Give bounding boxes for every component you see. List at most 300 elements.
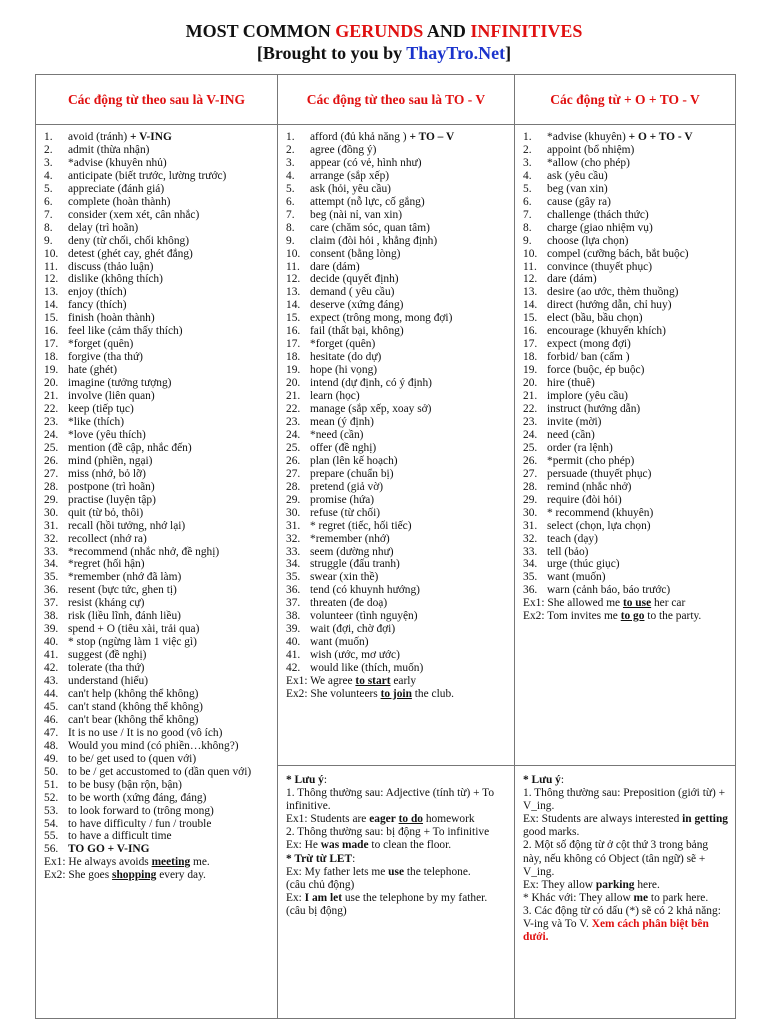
list-item: [44, 390, 273, 403]
page-title: [0, 20, 768, 64]
list-item: [44, 714, 273, 727]
item-number: 3.: [44, 156, 53, 169]
item-text: risk (liều lĩnh, đánh liều): [68, 610, 181, 623]
item-number: 13.: [523, 286, 538, 299]
item-text: can't bear (không thể không): [68, 713, 199, 726]
note-colon: :: [560, 774, 565, 786]
title-infinitives: INFINITIVES: [470, 21, 583, 41]
item-text: beg (van xin): [547, 182, 608, 195]
ex-keyword: to go: [620, 610, 645, 623]
item-number: 15.: [286, 312, 301, 325]
item-number: 20.: [286, 377, 301, 390]
list-item: [286, 157, 510, 170]
body-row: [36, 125, 736, 766]
list-item: [44, 533, 273, 546]
item-number: 21.: [523, 390, 538, 403]
note-red-link: Xem cách phân biệt bên dưới.: [523, 918, 709, 944]
ex-keyword: to start: [355, 675, 391, 688]
note-line: [523, 813, 729, 839]
list-item: [44, 623, 273, 636]
list-item: [523, 170, 731, 183]
list-item: [286, 351, 510, 364]
title-prefix: MOST COMMON: [185, 21, 336, 41]
item-number: 24.: [523, 428, 538, 441]
list-item: [286, 312, 510, 325]
list-item: [286, 183, 510, 196]
item-text: need (cần): [547, 428, 595, 441]
list-item: [286, 455, 510, 468]
note-text: to clean the floor.: [368, 839, 452, 852]
list-item: [44, 248, 273, 261]
item-number: 34.: [286, 558, 301, 571]
list-item: [44, 662, 273, 675]
item-number: 10.: [44, 247, 59, 260]
list-item: [44, 273, 273, 286]
item-text: afford (đủ khả năng ) + TO – V: [310, 131, 455, 143]
item-number: 11.: [44, 260, 58, 273]
item-text: resist (kháng cự): [68, 597, 145, 610]
list-item: [44, 235, 273, 248]
note-line: 2. Thông thường sau: bị động + To infinitive: [286, 826, 490, 839]
note-line: [523, 879, 729, 892]
list-item: [44, 597, 273, 610]
col1-header: Các động từ theo sau là V-ING: [36, 75, 278, 125]
ex-text: me.: [190, 856, 210, 869]
item-text: volunteer (tình nguyện): [310, 610, 418, 623]
note-bold: * Trừ từ: [286, 852, 330, 865]
ex-text: Ex2: She volunteers: [286, 687, 381, 700]
item-text: arrange (sắp xếp): [310, 169, 390, 182]
item-number: 42.: [286, 662, 301, 675]
list-item: [286, 662, 510, 675]
note-line: [286, 892, 508, 918]
item-text: pretend (giả vờ): [310, 480, 384, 493]
item-number: 19.: [286, 364, 301, 377]
note-bold: in getting: [682, 813, 728, 826]
item-text: discuss (thảo luận): [68, 260, 154, 273]
item-text: attempt (nỗ lực, cố gắng): [310, 195, 425, 208]
col2-cell: [278, 125, 515, 766]
item-number: 30.: [523, 506, 538, 519]
list-item: [286, 649, 510, 662]
list-item: [44, 312, 273, 325]
item-number: 5.: [286, 182, 295, 195]
item-text: charge (giao nhiệm vụ): [547, 221, 653, 234]
list-item: [44, 688, 273, 701]
item-number: 37.: [286, 597, 301, 610]
col3-example-1: [515, 597, 735, 610]
item-number: 16.: [44, 325, 59, 338]
item-text: order (ra lệnh): [547, 441, 613, 454]
item-text: remind (nhắc nhở): [547, 480, 632, 493]
note-bold: me: [633, 891, 649, 904]
note-text: homework: [423, 813, 475, 826]
item-text: understand (hiểu): [68, 675, 149, 688]
item-text: select (chọn, lựa chọn): [547, 519, 651, 532]
item-number: 36.: [523, 584, 538, 597]
item-text: expect (mong đợi): [547, 338, 631, 351]
list-item: [286, 144, 510, 157]
item-number: 18.: [44, 351, 59, 364]
item-text: TO GO + V-ING: [68, 843, 150, 856]
list-item: [523, 494, 731, 507]
col3-notes: [515, 766, 736, 1019]
list-item: [523, 377, 731, 390]
item-text: cause (gây ra): [547, 195, 611, 208]
list-item: [44, 455, 273, 468]
list-item: [523, 416, 731, 429]
item-number: 10.: [523, 247, 538, 260]
item-number: 34.: [523, 558, 538, 571]
item-number: 13.: [286, 286, 301, 299]
list-item: [523, 131, 731, 144]
list-item: [523, 390, 731, 403]
item-number: 26.: [286, 454, 301, 467]
item-number: 55.: [44, 830, 59, 843]
note-text: to park here.: [648, 891, 709, 904]
list-item: [523, 157, 731, 170]
list-item: [44, 299, 273, 312]
list-item: [44, 403, 273, 416]
list-item: [44, 429, 273, 442]
item-number: 29.: [44, 493, 59, 506]
item-number: 14.: [523, 299, 538, 312]
item-text: suggest (đề nghị): [68, 649, 147, 662]
item-text: appreciate (đánh giá): [68, 182, 165, 195]
list-item: [44, 325, 273, 338]
list-item: [44, 377, 273, 390]
item-number: 40.: [286, 636, 301, 649]
list-item: [286, 131, 510, 144]
list-item: [44, 196, 273, 209]
title-credit-suffix: ]: [505, 43, 512, 63]
item-text: invite (mời): [547, 415, 602, 428]
ex-keyword: to use: [622, 597, 652, 610]
col1-example-2: [36, 869, 277, 882]
item-number: 22.: [44, 403, 59, 416]
item-text: want (muốn): [547, 571, 606, 584]
list-item: [523, 273, 731, 286]
list-item: [523, 533, 731, 546]
item-number: 25.: [286, 441, 301, 454]
item-text: keep (tiếp tục): [68, 403, 134, 416]
list-item: [286, 623, 510, 636]
item-number: 39.: [44, 623, 59, 636]
item-text: imagine (tưởng tượng): [68, 377, 172, 390]
infinitive-verb-list: [278, 125, 514, 675]
item-text: miss (nhớ, bỏ lỡ): [68, 467, 146, 480]
item-text: practise (luyện tập): [68, 493, 156, 506]
list-item: [44, 610, 273, 623]
note-text: * Khác với: They allow: [523, 891, 634, 904]
item-number: 36.: [286, 584, 301, 597]
item-text: dare (dám): [310, 260, 360, 273]
list-item: [286, 442, 510, 455]
note-text: Ex: He: [286, 839, 321, 852]
list-item: [286, 235, 510, 248]
list-item: [523, 196, 731, 209]
list-item: [44, 494, 273, 507]
item-text: postpone (trì hoãn): [68, 480, 155, 493]
item-text: care (chăm sóc, quan tâm): [310, 221, 430, 234]
list-item: [286, 390, 510, 403]
ex-text: Ex1: He always avoids: [44, 856, 152, 869]
list-item: [523, 235, 731, 248]
item-text: implore (yêu cầu): [547, 390, 628, 403]
list-item: [286, 584, 510, 597]
item-text: agree (đồng ý): [310, 143, 377, 156]
item-text: forbid/ ban (cấm ): [547, 351, 630, 364]
col1-cell: [36, 125, 278, 1019]
item-number: 34.: [44, 558, 59, 571]
item-text: *need (cần): [310, 428, 364, 441]
item-text: consider (xem xét, cân nhắc): [68, 208, 200, 221]
note-text: Ex: My father lets me: [286, 865, 389, 878]
item-number: 23.: [44, 415, 59, 428]
item-number: 47.: [44, 726, 59, 739]
item-text: spend + O (tiêu xài, trải qua): [68, 623, 200, 636]
item-number: 18.: [523, 351, 538, 364]
note-line: 1. Thông thường sau: Adjective (tính từ) + To infinitive.: [286, 787, 495, 813]
item-text: instruct (hướng dẫn): [547, 403, 641, 416]
item-number: 20.: [523, 377, 538, 390]
item-text: * regret (tiếc, hối tiếc): [310, 519, 412, 532]
item-number: 43.: [44, 675, 59, 688]
item-number: 44.: [44, 687, 59, 700]
item-text: It is no use / It is no good (vô ích): [68, 726, 223, 739]
item-text: mention (đề cập, nhắc đến): [68, 441, 192, 454]
item-number: 15.: [523, 312, 538, 325]
list-item: [286, 636, 510, 649]
list-item: [523, 325, 731, 338]
item-text: *advise (khuyên nhủ): [68, 156, 167, 169]
item-text: ask (yêu cầu): [547, 169, 608, 182]
list-item: [286, 481, 510, 494]
item-text: *regret (hối hận): [68, 558, 145, 571]
list-item: [44, 792, 273, 805]
item-text: quit (từ bỏ, thôi): [68, 506, 144, 519]
item-number: 2.: [44, 143, 53, 156]
note-text: good marks.: [523, 826, 580, 839]
item-text: to have a difficult time: [68, 830, 172, 843]
item-number: 11.: [286, 260, 300, 273]
list-item: [523, 584, 731, 597]
item-text: struggle (đấu tranh): [310, 558, 400, 571]
item-number: 46.: [44, 713, 59, 726]
list-item: [44, 507, 273, 520]
item-number: 13.: [44, 286, 59, 299]
list-item: [44, 701, 273, 714]
list-item: [523, 183, 731, 196]
item-number: 36.: [44, 584, 59, 597]
item-text: *love (yêu thích): [68, 428, 146, 441]
item-text: to look forward to (trông mong): [68, 804, 214, 817]
list-item: [523, 222, 731, 235]
note-text: use the telephone by my father. (câu bị động): [286, 891, 488, 917]
item-text: dislike (không thích): [68, 273, 163, 286]
col3-cell: [515, 125, 736, 766]
item-text: *forget (quên): [68, 338, 134, 351]
item-number: 6.: [44, 195, 53, 208]
item-number: 11.: [523, 260, 537, 273]
item-number: 41.: [286, 649, 301, 662]
item-text: wait (đợi, chờ đợi): [310, 623, 396, 636]
item-text: force (buộc, ép buộc): [547, 364, 645, 377]
item-number: 32.: [286, 532, 301, 545]
item-number: 12.: [286, 273, 301, 286]
item-number: 4.: [286, 169, 295, 182]
list-item: [286, 325, 510, 338]
item-number: 1.: [523, 131, 532, 143]
item-number: 12.: [523, 273, 538, 286]
item-number: 42.: [44, 662, 59, 675]
note-bold: I am let: [304, 891, 342, 904]
list-item: [44, 649, 273, 662]
item-text: hesitate (do dự): [310, 351, 382, 364]
item-text: wish (ước, mơ ước): [310, 649, 400, 662]
item-number: 14.: [44, 299, 59, 312]
list-item: [44, 636, 273, 649]
item-text: *remember (nhớ): [310, 532, 390, 545]
list-item: [44, 170, 273, 183]
item-number: 41.: [44, 649, 59, 662]
list-item: [286, 377, 510, 390]
item-number: 29.: [286, 493, 301, 506]
item-number: 22.: [286, 403, 301, 416]
item-number: 38.: [286, 610, 301, 623]
item-text: learn (học): [310, 390, 360, 403]
item-number: 39.: [286, 623, 301, 636]
item-number: 16.: [286, 325, 301, 338]
item-number: 40.: [44, 636, 59, 649]
item-text: tolerate (tha thứ): [68, 662, 145, 675]
item-number: 20.: [44, 377, 59, 390]
note-line: 2. Một số động từ ở cột thứ 3 trong bảng này, nếu không có Object (tân ngữ) sẽ + V_ing.: [523, 839, 709, 878]
col2-example-2: [278, 688, 514, 701]
note-text: :: [352, 852, 356, 865]
ex-text: Ex2: She goes: [44, 869, 113, 882]
list-item: [44, 740, 273, 753]
note-line: [286, 853, 508, 866]
item-text: to be/ get used to (quen với): [68, 752, 197, 765]
brand-link[interactable]: ThayTro.Net: [406, 43, 506, 63]
item-number: 27.: [286, 467, 301, 480]
note-line: [523, 892, 729, 905]
item-number: 35.: [44, 571, 59, 584]
list-item: [523, 429, 731, 442]
item-text: *advise (khuyên) + O + TO - V: [547, 131, 693, 143]
list-item: [286, 597, 510, 610]
item-text: swear (xin thề): [310, 571, 379, 584]
item-text: deserve (xứng đáng): [310, 299, 404, 312]
item-text: consent (bằng lòng): [310, 247, 401, 260]
item-text: dare (dám): [547, 273, 597, 286]
item-number: 37.: [44, 597, 59, 610]
list-item: [44, 830, 273, 843]
item-number: 9.: [523, 234, 532, 247]
note-key: to do: [398, 813, 423, 826]
item-number: 28.: [523, 480, 538, 493]
item-text: appear (có vẻ, hình như): [310, 156, 422, 169]
list-item: [286, 299, 510, 312]
list-item: [523, 442, 731, 455]
item-text: enjoy (thích): [68, 286, 127, 299]
item-text: beg (nài nỉ, van xin): [310, 208, 403, 221]
list-item: [44, 843, 273, 856]
item-text: hate (ghét): [68, 364, 118, 377]
col2-header: Các động từ theo sau là TO - V: [278, 75, 515, 125]
item-text: involve (liên quan): [68, 390, 155, 403]
list-item: [286, 416, 510, 429]
item-text: challenge (thách thức): [547, 208, 649, 221]
list-item: [286, 364, 510, 377]
note-text: Ex1: Students are: [286, 813, 370, 826]
list-item: [523, 571, 731, 584]
title-gerunds: GERUNDS: [335, 21, 424, 41]
item-text: direct (hướng dẫn, chỉ huy): [547, 299, 672, 312]
item-text: demand ( yêu cầu): [310, 286, 395, 299]
list-item: [286, 468, 510, 481]
item-text: persuade (thuyết phục): [547, 467, 652, 480]
item-text: can't help (không thể không): [68, 687, 199, 700]
title-and: AND: [423, 21, 471, 41]
item-number: 30.: [286, 506, 301, 519]
item-number: 21.: [286, 390, 301, 403]
list-item: [44, 351, 273, 364]
note-title: [286, 774, 508, 787]
item-text: mean (ý định): [310, 415, 374, 428]
item-number: 45.: [44, 700, 59, 713]
item-number: 9.: [286, 234, 295, 247]
item-number: 8.: [44, 221, 53, 234]
item-text: *remember (nhớ đã làm): [68, 571, 182, 584]
item-text: tend (có khuynh hướng): [310, 584, 420, 597]
item-number: 2.: [286, 143, 295, 156]
list-item: [523, 455, 731, 468]
list-item: [286, 209, 510, 222]
item-number: 32.: [44, 532, 59, 545]
list-item: [44, 222, 273, 235]
item-number: 12.: [44, 273, 59, 286]
item-number: 27.: [44, 467, 59, 480]
col1-example-1: [36, 856, 277, 869]
ex-text: Ex2: Tom invites me: [523, 610, 621, 623]
item-number: 33.: [44, 545, 59, 558]
note-title: [523, 774, 729, 787]
item-text: plan (lên kế hoạch): [310, 454, 398, 467]
list-item: [44, 209, 273, 222]
header-row: [36, 75, 736, 125]
item-text: finish (hoàn thành): [68, 312, 155, 325]
item-number: 23.: [286, 415, 301, 428]
list-item: [286, 571, 510, 584]
item-number: 19.: [44, 364, 59, 377]
item-number: 24.: [286, 428, 301, 441]
list-item: [286, 610, 510, 623]
item-text: can't stand (không thể không): [68, 700, 203, 713]
item-text: admit (thừa nhận): [68, 143, 150, 156]
list-item: [523, 299, 731, 312]
item-text: hope (hi vọng): [310, 364, 378, 377]
item-number: 27.: [523, 467, 538, 480]
list-item: [44, 261, 273, 274]
item-text: *allow (cho phép): [547, 156, 630, 169]
list-item: [523, 507, 731, 520]
item-text: elect (bầu, bầu chọn): [547, 312, 643, 325]
item-text: compel (cưỡng bách, bắt buộc): [547, 247, 689, 260]
item-text: complete (hoàn thành): [68, 195, 171, 208]
ex-keyword: meeting: [151, 856, 191, 869]
